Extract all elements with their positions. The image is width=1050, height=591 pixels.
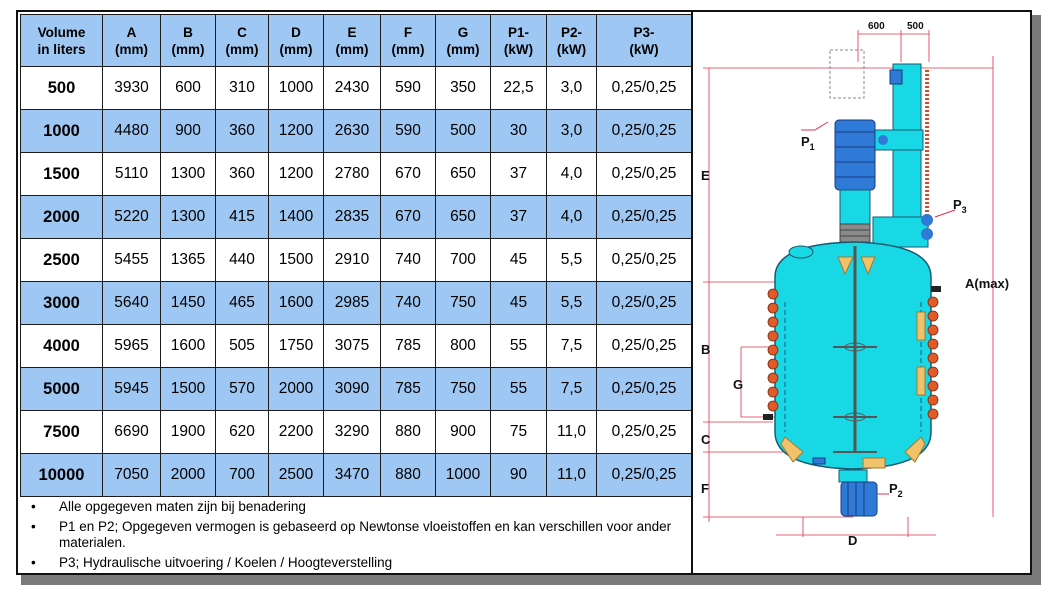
value-cell: 1750: [269, 325, 324, 368]
header-cell: [161, 15, 216, 67]
value-cell: 5640: [103, 282, 161, 325]
value-cell: 440: [216, 239, 269, 282]
value-cell: 465: [216, 282, 269, 325]
value-cell: 2500: [269, 454, 324, 497]
header-line-1: Volume: [37, 24, 86, 40]
header-line-2: (kW): [629, 41, 659, 57]
bullet-icon: •: [31, 554, 36, 570]
label-p1-letter: P: [801, 134, 810, 149]
header-line-1: D: [291, 24, 301, 40]
p1-leader: [801, 122, 828, 130]
header-cell: [103, 15, 161, 67]
label-p3-sub: 3: [961, 205, 967, 215]
value-cell: 0,25/0,25: [597, 454, 692, 497]
value-cell: 500: [436, 110, 491, 153]
manhole: [789, 246, 813, 258]
value-cell: 55: [491, 368, 547, 411]
value-cell: 3090: [324, 368, 381, 411]
lid-bracket: [873, 217, 928, 247]
value-cell: 5220: [103, 196, 161, 239]
drain-valve: [813, 458, 825, 464]
value-cell: 2200: [269, 411, 324, 454]
value-cell: 1500: [269, 239, 324, 282]
value-cell: 1000: [436, 454, 491, 497]
value-cell: 45: [491, 282, 547, 325]
value-cell: 5,5: [547, 239, 597, 282]
label-p1: [801, 134, 815, 152]
raised-position-outline: [830, 50, 864, 98]
label-p2-sub: 2: [897, 489, 903, 499]
value-cell: 740: [381, 239, 436, 282]
value-cell: 2000: [269, 368, 324, 411]
value-cell: 7,5: [547, 325, 597, 368]
table-row: [21, 411, 692, 454]
value-cell: 620: [216, 411, 269, 454]
value-cell: 1500: [161, 368, 216, 411]
arm-bolt: [878, 135, 888, 145]
value-cell: 0,25/0,25: [597, 153, 692, 196]
label-p2-letter: P: [889, 481, 898, 496]
header-line-1: E: [347, 24, 357, 40]
value-cell: 11,0: [547, 454, 597, 497]
bottom-flange: [839, 470, 867, 482]
hydraulic-valve-top: [921, 214, 933, 226]
value-cell: 4,0: [547, 153, 597, 196]
value-cell: 600: [161, 67, 216, 110]
value-cell: 785: [381, 325, 436, 368]
value-cell: 90: [491, 454, 547, 497]
header-cell: [436, 15, 491, 67]
table-row: [21, 153, 692, 196]
specs-table: [20, 14, 692, 497]
value-cell: 3,0: [547, 110, 597, 153]
value-cell: 700: [436, 239, 491, 282]
volume-cell: 10000: [21, 454, 103, 497]
value-cell: 30: [491, 110, 547, 153]
volume-cell: 7500: [21, 411, 103, 454]
reactor-diagram: [693, 12, 1030, 573]
table-row: [21, 67, 692, 110]
header-line-2: in liters: [37, 41, 86, 57]
volume-cell: 5000: [21, 368, 103, 411]
value-cell: 310: [216, 67, 269, 110]
column-top-block: [890, 70, 902, 84]
value-cell: 740: [381, 282, 436, 325]
header-line-1: G: [457, 24, 469, 40]
label-f: F: [701, 481, 709, 496]
value-cell: 2985: [324, 282, 381, 325]
label-c: C: [701, 432, 711, 447]
reactor-drawing: [693, 12, 1030, 573]
value-cell: 2780: [324, 153, 381, 196]
header-line-2: (kW): [503, 41, 534, 57]
value-cell: 1600: [161, 325, 216, 368]
bullet-icon: •: [31, 499, 36, 514]
header-volume: [21, 15, 103, 67]
volume-cell: 3000: [21, 282, 103, 325]
value-cell: 7,5: [547, 368, 597, 411]
header-line-2: (kW): [556, 41, 587, 57]
table-row: [21, 110, 692, 153]
value-cell: 670: [381, 153, 436, 196]
bullet-icon: •: [31, 518, 36, 534]
value-cell: 5945: [103, 368, 161, 411]
header-line-1: B: [183, 24, 193, 40]
value-cell: 5,5: [547, 282, 597, 325]
note-text: P3; Hydraulische uitvoering / Koelen / Hoogteverstelling: [59, 554, 393, 570]
value-cell: 360: [216, 110, 269, 153]
gearbox: [840, 190, 870, 224]
table-row: [21, 368, 692, 411]
value-cell: 650: [436, 153, 491, 196]
table-row: [21, 325, 692, 368]
header-line-1: P2-: [560, 24, 582, 40]
value-cell: 880: [381, 454, 436, 497]
value-cell: 1200: [269, 110, 324, 153]
value-cell: 0,25/0,25: [597, 67, 692, 110]
value-cell: 7050: [103, 454, 161, 497]
label-b: B: [701, 342, 711, 357]
value-cell: 900: [436, 411, 491, 454]
value-cell: 11,0: [547, 411, 597, 454]
value-cell: 505: [216, 325, 269, 368]
label-p3: [953, 197, 967, 215]
header-line-2: (mm): [115, 41, 148, 57]
vessel-body: [775, 242, 931, 469]
baffle-upper: [917, 312, 925, 340]
hydraulic-valve-bottom: [921, 228, 933, 240]
top-dim-600: 600: [868, 21, 885, 32]
value-cell: 3290: [324, 411, 381, 454]
value-cell: 3930: [103, 67, 161, 110]
value-cell: 1365: [161, 239, 216, 282]
header-cell: [597, 15, 692, 67]
value-cell: 0,25/0,25: [597, 368, 692, 411]
value-cell: 650: [436, 196, 491, 239]
value-cell: 45: [491, 239, 547, 282]
header-line-1: A: [126, 24, 137, 40]
insulation-bottom-center: [863, 458, 885, 468]
value-cell: 415: [216, 196, 269, 239]
value-cell: 3,0: [547, 67, 597, 110]
header-line-2: (mm): [279, 41, 313, 57]
value-cell: 0,25/0,25: [597, 411, 692, 454]
table-header-row: [21, 15, 692, 67]
note-item: [21, 499, 691, 516]
value-cell: 800: [436, 325, 491, 368]
value-cell: 1450: [161, 282, 216, 325]
value-cell: 55: [491, 325, 547, 368]
jacket-nozzle-bottom: [763, 414, 773, 420]
value-cell: 0,25/0,25: [597, 239, 692, 282]
p3-leader: [935, 210, 955, 217]
value-cell: 0,25/0,25: [597, 325, 692, 368]
value-cell: 22,5: [491, 67, 547, 110]
header-cell: [216, 15, 269, 67]
table-row: [21, 196, 692, 239]
value-cell: 37: [491, 153, 547, 196]
table-row: [21, 239, 692, 282]
value-cell: 2835: [324, 196, 381, 239]
value-cell: 750: [436, 282, 491, 325]
label-a-max: A(max): [965, 276, 1010, 291]
value-cell: 4,0: [547, 196, 597, 239]
value-cell: 750: [436, 368, 491, 411]
jacket-nozzle-top: [931, 286, 941, 292]
value-cell: 700: [216, 454, 269, 497]
motor-p1: [835, 120, 875, 190]
header-line-2: (mm): [225, 41, 259, 57]
value-cell: 5110: [103, 153, 161, 196]
value-cell: 1300: [161, 196, 216, 239]
value-cell: 570: [216, 368, 269, 411]
value-cell: 37: [491, 196, 547, 239]
value-cell: 2630: [324, 110, 381, 153]
note-item: [21, 555, 691, 572]
label-g: G: [733, 377, 744, 392]
top-dim-500: 500: [907, 21, 924, 32]
header-line-1: P1-: [507, 24, 529, 40]
header-cell: [381, 15, 436, 67]
value-cell: 590: [381, 110, 436, 153]
value-cell: 360: [216, 153, 269, 196]
value-cell: 75: [491, 411, 547, 454]
header-line-2: (mm): [446, 41, 480, 57]
value-cell: 3075: [324, 325, 381, 368]
table-row: [21, 454, 692, 497]
value-cell: 1400: [269, 196, 324, 239]
header-line-1: F: [403, 24, 413, 40]
value-cell: 785: [381, 368, 436, 411]
value-cell: 0,25/0,25: [597, 110, 692, 153]
header-line-2: (mm): [391, 41, 425, 57]
note-text: Alle opgegeven maten zijn bij benadering: [59, 499, 306, 514]
notes-section: [21, 494, 691, 575]
value-cell: 1200: [269, 153, 324, 196]
value-cell: 0,25/0,25: [597, 196, 692, 239]
volume-cell: 1000: [21, 110, 103, 153]
volume-cell: 500: [21, 67, 103, 110]
motor-p2: [841, 482, 877, 516]
table-row: [21, 282, 692, 325]
value-cell: 5965: [103, 325, 161, 368]
value-cell: 880: [381, 411, 436, 454]
value-cell: 2000: [161, 454, 216, 497]
note-text: P1 en P2; Opgegeven vermogen is gebaseerd op Newtonse vloeistoffen en kan verschillen voor ander materialen.: [59, 518, 672, 550]
volume-cell: 2500: [21, 239, 103, 282]
table-body: [21, 67, 692, 497]
header-cell: [269, 15, 324, 67]
value-cell: 670: [381, 196, 436, 239]
value-cell: 350: [436, 67, 491, 110]
baffle-lower: [917, 367, 925, 395]
value-cell: 1600: [269, 282, 324, 325]
jacket-coils-right: [928, 297, 938, 419]
value-cell: 6690: [103, 411, 161, 454]
header-line-1: P3-: [633, 24, 655, 40]
value-cell: 590: [381, 67, 436, 110]
header-cell: [491, 15, 547, 67]
value-cell: 3470: [324, 454, 381, 497]
value-cell: 1300: [161, 153, 216, 196]
header-line-2: (mm): [171, 41, 205, 57]
note-item: [21, 519, 691, 552]
label-e: E: [701, 168, 710, 183]
value-cell: 4480: [103, 110, 161, 153]
value-cell: 2910: [324, 239, 381, 282]
value-cell: 900: [161, 110, 216, 153]
header-cell: [547, 15, 597, 67]
label-p1-sub: 1: [809, 142, 815, 152]
jacket-coils-left: [768, 289, 778, 411]
header-cell: [324, 15, 381, 67]
volume-cell: 2000: [21, 196, 103, 239]
header-line-2: (mm): [335, 41, 369, 57]
value-cell: 2430: [324, 67, 381, 110]
label-d: D: [848, 533, 858, 548]
header-line-1: C: [237, 24, 247, 40]
volume-cell: 1500: [21, 153, 103, 196]
value-cell: 1900: [161, 411, 216, 454]
label-p3-letter: P: [953, 197, 962, 212]
value-cell: 0,25/0,25: [597, 282, 692, 325]
value-cell: 1000: [269, 67, 324, 110]
label-p2: [889, 481, 903, 499]
value-cell: 5455: [103, 239, 161, 282]
volume-cell: 4000: [21, 325, 103, 368]
